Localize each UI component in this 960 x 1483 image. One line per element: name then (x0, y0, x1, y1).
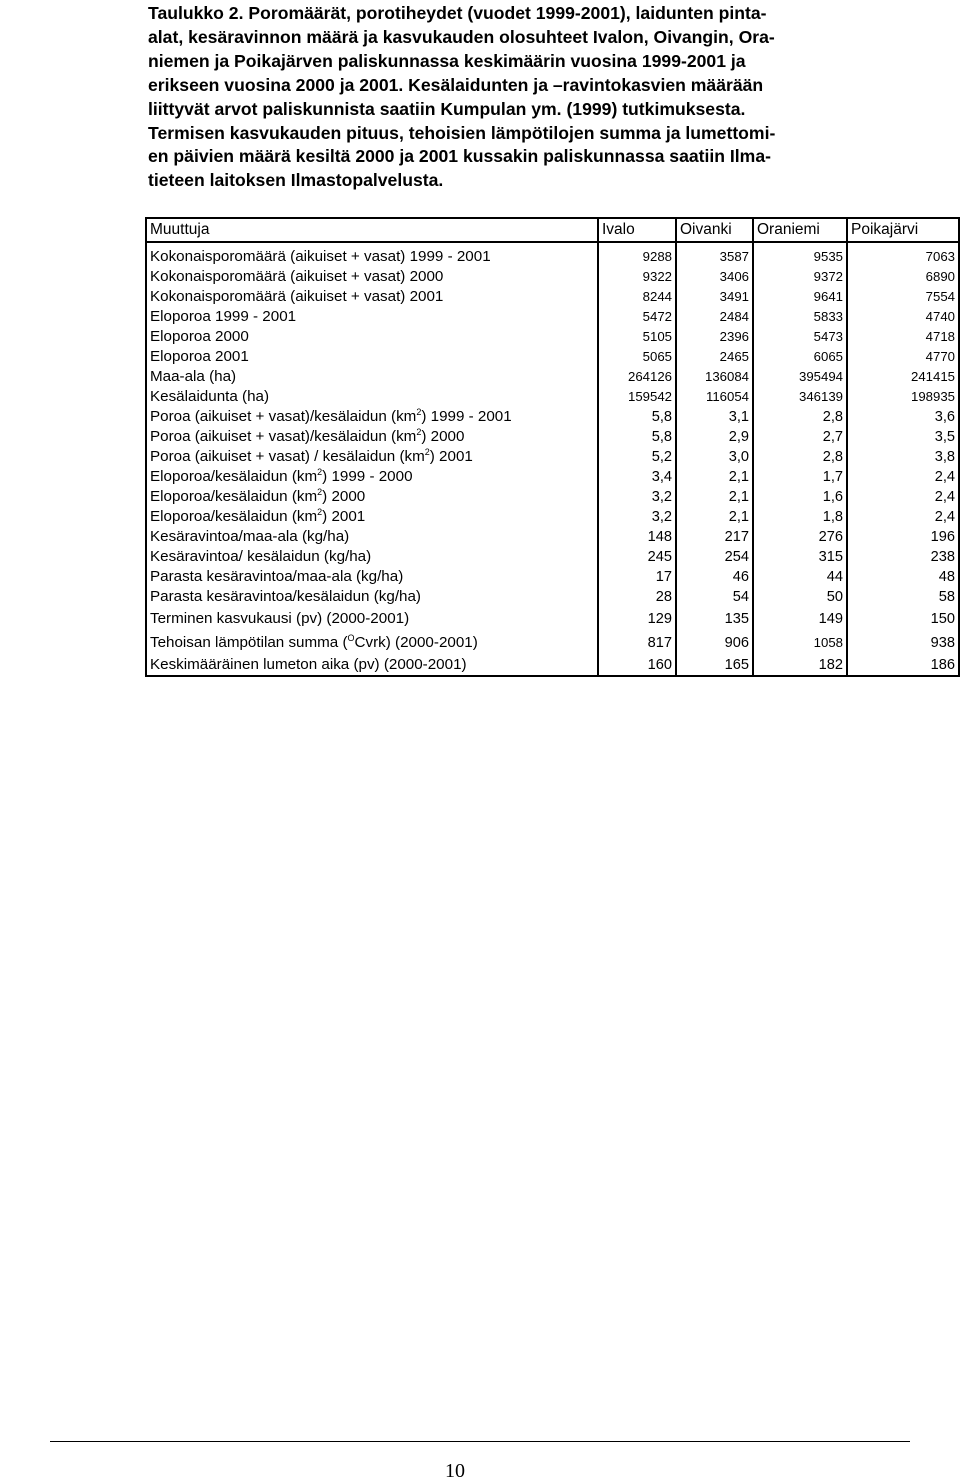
cell-oivanki: 2,9 (676, 427, 753, 447)
row-label-text: Poroa (aikuiset + vasat) / kesälaidun (km (150, 448, 425, 465)
row-label-text: Eloporoa/kesälaidun (km (150, 488, 318, 505)
cell-poikajarvi: 58 (847, 587, 959, 607)
row-label: Eloporoa 1999 - 2001 (146, 307, 598, 327)
table-row (146, 287, 959, 307)
row-label-text: ) 2000 (421, 428, 465, 445)
table-row (146, 387, 959, 407)
header-poikajarvi: Poikajärvi (847, 218, 959, 242)
row-label: Terminen kasvukausi (pv) (2000-2001) (146, 607, 598, 631)
cell-oraniemi: 9641 (753, 287, 847, 307)
table-row (146, 631, 959, 655)
row-label-text: Poroa (aikuiset + vasat)/kesälaidun (km (150, 428, 417, 445)
table-header-row (146, 218, 959, 242)
row-label: Kokonaisporomäärä (aikuiset + vasat) 2001 (146, 287, 598, 307)
cell-poikajarvi: 6890 (847, 267, 959, 287)
cell-oivanki: 3406 (676, 267, 753, 287)
cell-oivanki: 2465 (676, 347, 753, 367)
cell-oraniemi: 346139 (753, 387, 847, 407)
caption-line: erikseen vuosina 2000 ja 2001. Kesälaidunten ja –ravintokasvien määrään (148, 74, 764, 95)
row-label (146, 447, 598, 467)
cell-poikajarvi: 150 (847, 607, 959, 631)
table-row (146, 487, 959, 507)
cell-oivanki: 116054 (676, 387, 753, 407)
cell-oraniemi: 276 (753, 527, 847, 547)
caption-line: niemen ja Poikajärven paliskunnassa keskimäärin vuosina 1999-2001 ja (148, 50, 746, 71)
row-label: Parasta kesäravintoa/kesälaidun (kg/ha) (146, 587, 598, 607)
cell-ivalo: 817 (598, 631, 676, 655)
row-label-superscript: 2 (424, 446, 430, 457)
row-label-text: ) 1999 - 2000 (322, 468, 413, 485)
row-label-superscript: 2 (416, 426, 422, 437)
cell-oraniemi: 1,8 (753, 507, 847, 527)
row-label: Parasta kesäravintoa/maa-ala (kg/ha) (146, 567, 598, 587)
header-muuttuja: Muuttuja (146, 218, 598, 242)
cell-ivalo: 8244 (598, 287, 676, 307)
cell-oraniemi: 5473 (753, 327, 847, 347)
table-row (146, 447, 959, 467)
cell-oivanki: 2,1 (676, 487, 753, 507)
row-label-superscript: O (347, 632, 355, 643)
row-label: Kesälaidunta (ha) (146, 387, 598, 407)
row-label-text: ) 2001 (322, 508, 366, 525)
cell-poikajarvi: 48 (847, 567, 959, 587)
cell-oivanki: 3587 (676, 247, 753, 267)
cell-oivanki: 46 (676, 567, 753, 587)
row-label-text: ) 2000 (322, 488, 366, 505)
cell-oraniemi: 149 (753, 607, 847, 631)
caption-line: Taulukko 2. Poromäärät, porotiheydet (vuodet 1999-2001), laidunten pinta- (148, 3, 767, 23)
cell-oivanki: 906 (676, 631, 753, 655)
data-table (145, 217, 960, 677)
row-label-superscript: 2 (317, 466, 323, 477)
cell-ivalo: 159542 (598, 387, 676, 407)
cell-oraniemi: 9372 (753, 267, 847, 287)
header-ivalo: Ivalo (598, 218, 676, 242)
cell-ivalo: 129 (598, 607, 676, 631)
cell-ivalo: 5,8 (598, 407, 676, 427)
cell-ivalo: 3,4 (598, 467, 676, 487)
cell-poikajarvi: 2,4 (847, 507, 959, 527)
cell-ivalo: 5472 (598, 307, 676, 327)
cell-oivanki: 165 (676, 655, 753, 676)
row-label-text: ) 1999 - 2001 (421, 408, 512, 425)
cell-ivalo: 5105 (598, 327, 676, 347)
table-row (146, 607, 959, 631)
row-label-text: Cvrk) (2000-2001) (354, 634, 478, 651)
cell-poikajarvi: 3,6 (847, 407, 959, 427)
row-label: Kokonaisporomäärä (aikuiset + vasat) 2000 (146, 267, 598, 287)
table-row (146, 527, 959, 547)
cell-poikajarvi: 3,5 (847, 427, 959, 447)
row-label: Kokonaisporomäärä (aikuiset + vasat) 1999 - 2001 (146, 247, 598, 267)
row-label: Kesäravintoa/ kesälaidun (kg/ha) (146, 547, 598, 567)
cell-poikajarvi: 3,8 (847, 447, 959, 467)
header-oivanki: Oivanki (676, 218, 753, 242)
cell-poikajarvi: 7554 (847, 287, 959, 307)
table-caption (148, 2, 948, 193)
table-body (146, 242, 959, 676)
row-label (146, 507, 598, 527)
table-row (146, 327, 959, 347)
table-row (146, 427, 959, 447)
cell-poikajarvi: 7063 (847, 247, 959, 267)
header-oraniemi: Oraniemi (753, 218, 847, 242)
cell-oraniemi: 50 (753, 587, 847, 607)
row-label-superscript: 2 (416, 406, 422, 417)
table-row (146, 507, 959, 527)
cell-oivanki: 3,1 (676, 407, 753, 427)
cell-oraniemi: 182 (753, 655, 847, 676)
cell-oivanki: 2,1 (676, 507, 753, 527)
cell-poikajarvi: 2,4 (847, 487, 959, 507)
footer-divider (50, 1441, 910, 1442)
cell-poikajarvi: 196 (847, 527, 959, 547)
cell-oivanki: 135 (676, 607, 753, 631)
table-row (146, 587, 959, 607)
cell-oraniemi: 44 (753, 567, 847, 587)
cell-poikajarvi: 4718 (847, 327, 959, 347)
cell-oivanki: 54 (676, 587, 753, 607)
row-label (146, 407, 598, 427)
cell-ivalo: 264126 (598, 367, 676, 387)
cell-ivalo: 9288 (598, 247, 676, 267)
row-label: Eloporoa 2001 (146, 347, 598, 367)
table-row (146, 347, 959, 367)
row-label: Kesäravintoa/maa-ala (kg/ha) (146, 527, 598, 547)
cell-poikajarvi: 238 (847, 547, 959, 567)
cell-ivalo: 5,2 (598, 447, 676, 467)
cell-poikajarvi: 186 (847, 655, 959, 676)
cell-ivalo: 5065 (598, 347, 676, 367)
table-row (146, 247, 959, 267)
row-label: Maa-ala (ha) (146, 367, 598, 387)
cell-oraniemi: 2,8 (753, 407, 847, 427)
cell-ivalo: 17 (598, 567, 676, 587)
cell-oivanki: 217 (676, 527, 753, 547)
cell-oraniemi: 5833 (753, 307, 847, 327)
caption-line: liittyvät arvot paliskunnista saatiin Kumpulan ym. (1999) tutkimuksesta. (148, 98, 746, 119)
cell-ivalo: 3,2 (598, 487, 676, 507)
table-row (146, 267, 959, 287)
cell-oraniemi: 395494 (753, 367, 847, 387)
cell-oraniemi: 6065 (753, 347, 847, 367)
cell-oraniemi: 1,6 (753, 487, 847, 507)
cell-oraniemi: 9535 (753, 247, 847, 267)
cell-ivalo: 5,8 (598, 427, 676, 447)
row-label-superscript: 2 (317, 506, 323, 517)
cell-poikajarvi: 938 (847, 631, 959, 655)
cell-oraniemi: 2,7 (753, 427, 847, 447)
page-number: 10 (445, 1460, 465, 1482)
cell-oraniemi: 1,7 (753, 467, 847, 487)
cell-ivalo: 28 (598, 587, 676, 607)
cell-ivalo: 160 (598, 655, 676, 676)
cell-oivanki: 254 (676, 547, 753, 567)
row-label: Eloporoa 2000 (146, 327, 598, 347)
cell-poikajarvi: 4770 (847, 347, 959, 367)
row-label: Keskimääräinen lumeton aika (pv) (2000-2001) (146, 655, 598, 676)
table-row (146, 547, 959, 567)
cell-oraniemi: 2,8 (753, 447, 847, 467)
cell-oraniemi: 315 (753, 547, 847, 567)
row-label (146, 467, 598, 487)
cell-ivalo: 148 (598, 527, 676, 547)
caption-line: tieteen laitoksen Ilmastopalvelusta. (148, 170, 444, 191)
table-row (146, 407, 959, 427)
table-row (146, 655, 959, 676)
cell-oivanki: 3491 (676, 287, 753, 307)
caption-line: en päivien määrä kesiltä 2000 ja 2001 kussakin paliskunnassa saatiin Ilma- (148, 146, 771, 167)
cell-oivanki: 3,0 (676, 447, 753, 467)
cell-ivalo: 3,2 (598, 507, 676, 527)
row-label-text: Tehoisan lämpötilan summa ( (150, 634, 348, 651)
cell-oivanki: 2,1 (676, 467, 753, 487)
row-label (146, 487, 598, 507)
cell-poikajarvi: 2,4 (847, 467, 959, 487)
cell-oivanki: 136084 (676, 367, 753, 387)
row-label-superscript: 2 (317, 486, 323, 497)
caption-line: alat, kesäravinnon määrä ja kasvukauden olosuhteet Ivalon, Oivangin, Ora- (148, 26, 775, 47)
row-label-text: Poroa (aikuiset + vasat)/kesälaidun (km (150, 408, 417, 425)
cell-poikajarvi: 241415 (847, 367, 959, 387)
cell-ivalo: 9322 (598, 267, 676, 287)
table-row (146, 307, 959, 327)
row-label-text: Eloporoa/kesälaidun (km (150, 508, 318, 525)
cell-ivalo: 245 (598, 547, 676, 567)
row-label (146, 427, 598, 447)
cell-oraniemi: 1058 (753, 631, 847, 655)
caption-line: Termisen kasvukauden pituus, tehoisien lämpötilojen summa ja lumettomi- (148, 122, 776, 143)
table-row (146, 467, 959, 487)
cell-oivanki: 2484 (676, 307, 753, 327)
table-row (146, 367, 959, 387)
cell-poikajarvi: 4740 (847, 307, 959, 327)
cell-oivanki: 2396 (676, 327, 753, 347)
row-label-text: Eloporoa/kesälaidun (km (150, 468, 318, 485)
cell-poikajarvi: 198935 (847, 387, 959, 407)
row-label-text: ) 2001 (429, 448, 473, 465)
row-label (146, 631, 598, 655)
table-row (146, 567, 959, 587)
